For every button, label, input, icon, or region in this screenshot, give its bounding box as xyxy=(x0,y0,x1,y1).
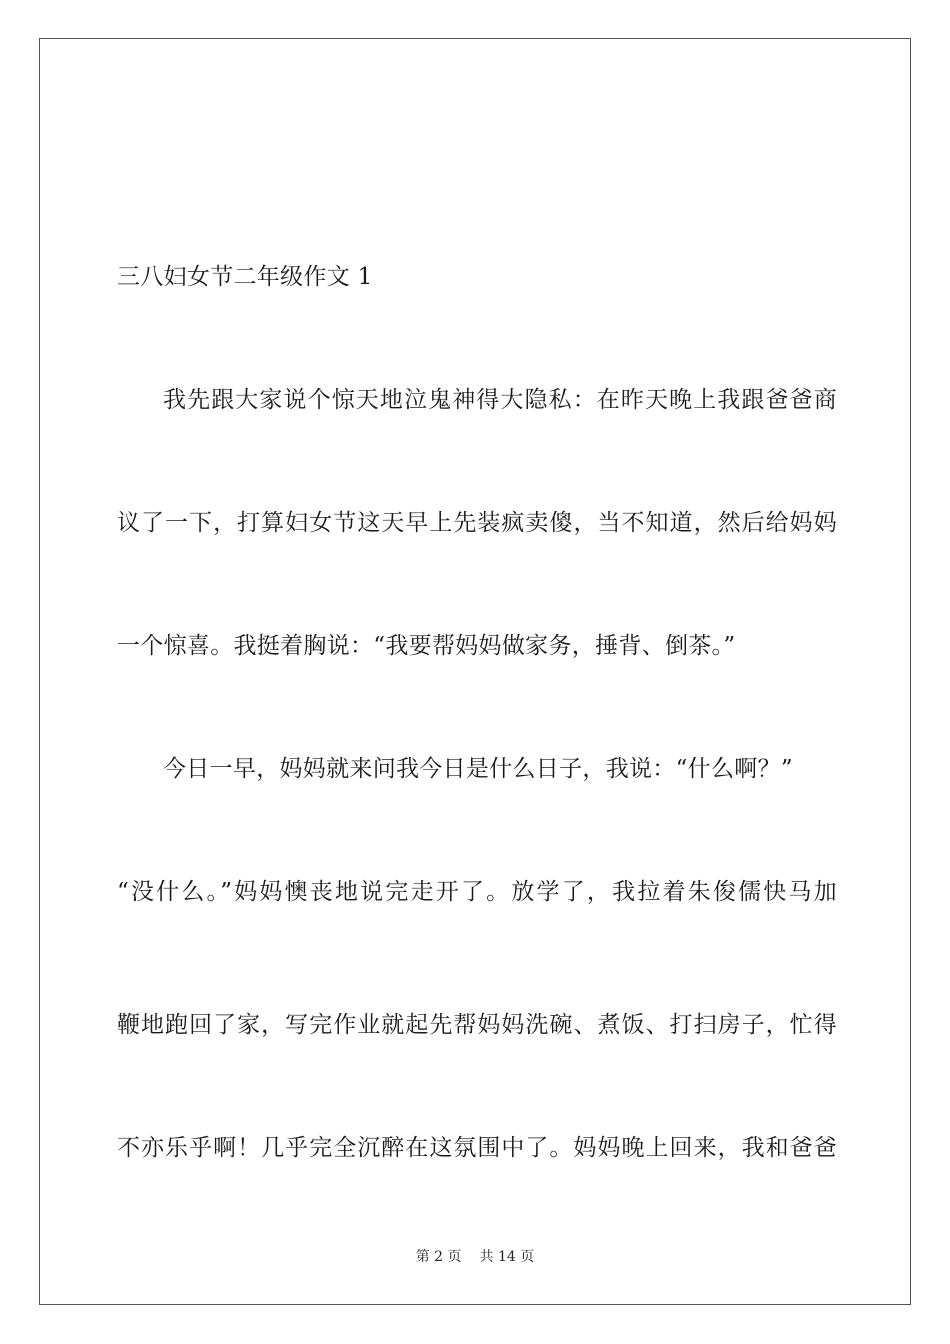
page-footer xyxy=(0,1247,950,1267)
paragraph-line-7: 不亦乐乎啊！几乎完全沉醉在这氛围中了。妈妈晚上回来，我和爸爸 xyxy=(117,1135,837,1161)
page-number: 第 2 页 xyxy=(415,1249,462,1265)
page-total: 共 14 页 xyxy=(479,1249,535,1265)
page-border xyxy=(39,38,911,1305)
essay-title: 三八妇女节二年级作文 1 xyxy=(117,264,373,290)
paragraph-line-2: 议了一下，打算妇女节这天早上先装疯卖傻，当不知道，然后给妈妈 xyxy=(117,510,837,536)
paragraph-line-3: 一个惊喜。我挺着胸说：“我要帮妈妈做家务，捶背、倒茶。” xyxy=(117,633,736,659)
paragraph-line-1: 我先跟大家说个惊天地泣鬼神得大隐私：在昨天晚上我跟爸爸商 xyxy=(163,387,837,413)
paragraph-line-6: 鞭地跑回了家，写完作业就起先帮妈妈洗碗、煮饭、打扫房子，忙得 xyxy=(117,1012,837,1038)
paragraph-line-5: “没什么。”妈妈懊丧地说完走开了。放学了，我拉着朱俊儒快马加 xyxy=(117,879,837,905)
paragraph-line-4: 今日一早，妈妈就来问我今日是什么日子，我说：“什么啊？” xyxy=(163,756,793,782)
